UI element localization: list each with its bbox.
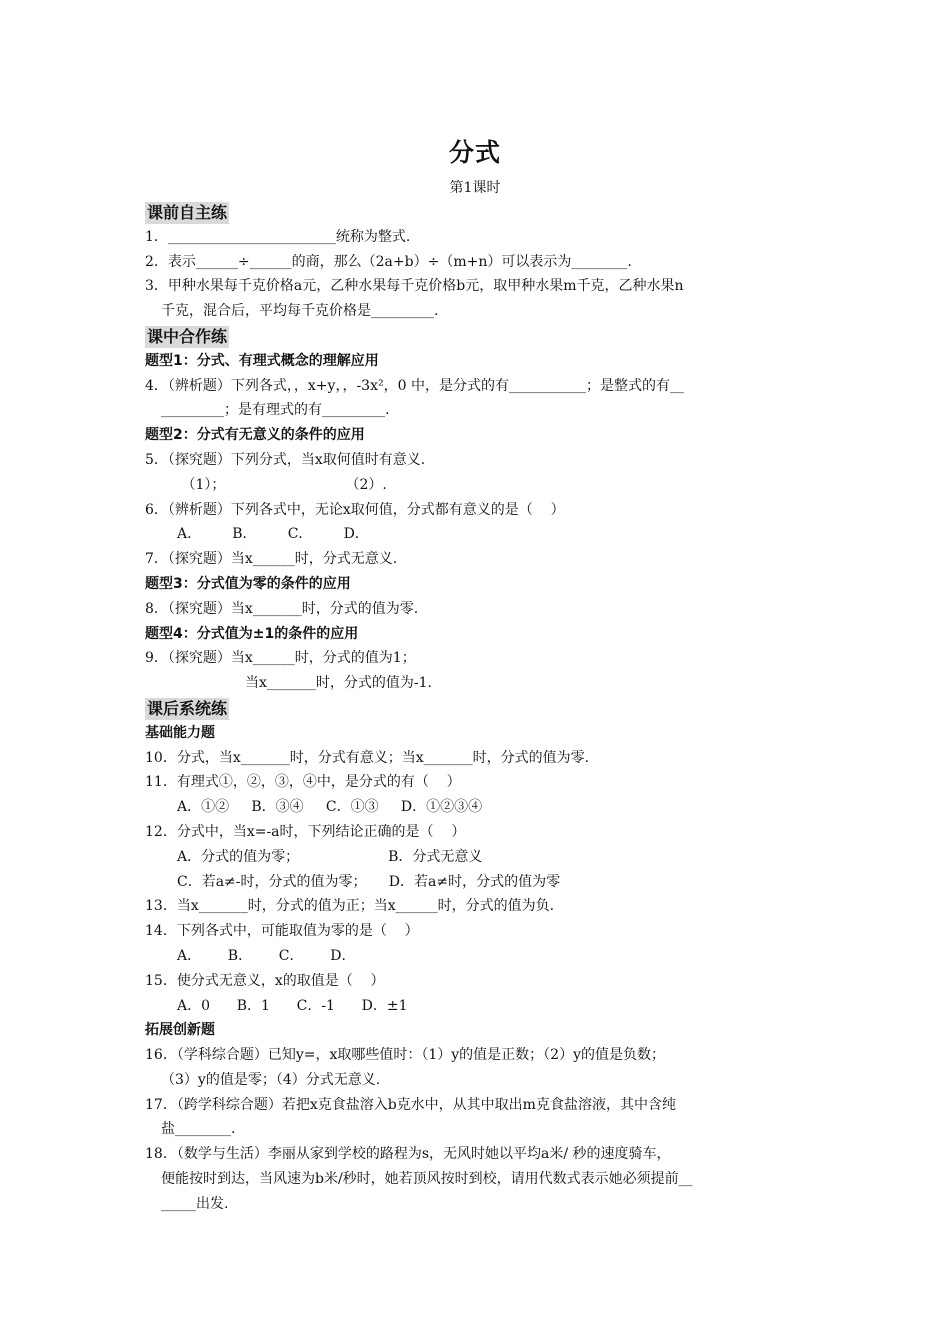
question-line: 13．当x_______时，分式的值为正；当x______时，分式的值为负. — [145, 898, 555, 915]
section-heading — [145, 324, 815, 349]
question-continuation: _________；是有理式的有_________. — [161, 402, 390, 419]
question-line: 11．有理式①，②，③，④中，是分式的有（ ） — [145, 774, 461, 791]
question-continuation: （3）y的值是零；（4）分式无意义. — [161, 1071, 381, 1088]
question-line: 3．甲种水果每千克价格a元，乙种水果每千克价格b元，取甲种水果m千克，乙种水果n — [145, 278, 684, 295]
question-type-heading: 题型3：分式值为零的条件的应用 — [145, 575, 351, 592]
question-continuation: 盐________. — [161, 1121, 236, 1138]
answer-options: A．分式的值为零； B．分式无意义 — [177, 848, 483, 865]
answer-options: A．0 B．1 C．-1 D．±1 — [177, 997, 408, 1014]
question-continuation: 便能按时到达，当风速为b米/秒时，她若顶风按时到校，请用代数式表示她必须提前__ — [161, 1171, 693, 1188]
question-line: 9．（探究题）当x______时，分式的值为1； — [145, 650, 416, 667]
answer-options: A． B． C． D． — [177, 526, 369, 543]
question-line: 16．（学科综合题）已知y=，x取哪些值时：（1）y的值是正数；（2）y的值是负数； — [145, 1047, 665, 1064]
section-heading — [145, 696, 815, 721]
document-title: 分式 — [448, 138, 501, 167]
question-line: 14．下列各式中，可能取值为零的是（ ） — [145, 923, 419, 940]
section-heading — [145, 200, 815, 225]
answer-options: A． B． C． D． — [177, 947, 356, 964]
question-continuation: _____出发. — [161, 1195, 229, 1212]
document-subtitle: 第1课时 — [449, 180, 501, 196]
question-line: 8．（探究题）当x_______时，分式的值为零. — [145, 600, 419, 617]
answer-options: A．①② B．③④ C．①③ D．①②③④ — [177, 799, 483, 816]
question-line: 1．________________________统称为整式. — [145, 228, 411, 245]
question-type-heading: 题型1：分式、有理式概念的理解应用 — [145, 352, 379, 369]
question-line: 6．（辨析题）下列各式中，无论x取何值，分式都有意义的是（ ） — [145, 501, 565, 518]
document-body — [145, 200, 815, 1217]
answer-options: （1）； （2）. — [177, 476, 387, 493]
question-line: 7．（探究题）当x______时，分式无意义. — [145, 551, 398, 568]
question-line: 10．分式，当x_______时，分式有意义；当x_______时，分式的值为零. — [145, 749, 590, 766]
question-line: 12．分式中，当x=-a时，下列结论正确的是（ ） — [145, 823, 466, 840]
question-type-heading: 基础能力题 — [145, 724, 215, 741]
question-type-heading: 题型4：分式值为±1的条件的应用 — [145, 625, 359, 642]
question-type-heading: 题型2：分式有无意义的条件的应用 — [145, 427, 365, 444]
question-subline: 当x_______时，分式的值为-1. — [245, 675, 432, 692]
question-line: 18．（数学与生活）李丽从家到学校的路程为s，无风时她以平均a米/ 秒的速度骑车， — [145, 1146, 671, 1163]
section-heading-label: 课中合作练 — [147, 326, 228, 346]
question-line: 17．（跨学科综合题）若把x克食盐溶入b克水中，从其中取出m克食盐溶液，其中含纯 — [145, 1096, 676, 1113]
section-heading-label: 课前自主练 — [147, 203, 228, 222]
question-line: 4．（辨析题）下列各式，，x+y，，-3x²，0 中，是分式的有___________；是整式的有__ — [145, 377, 684, 394]
question-continuation: 千克，混合后，平均每千克价格是_________. — [161, 303, 439, 320]
question-line: 15．使分式无意义，x的取值是（ ） — [145, 972, 385, 989]
answer-options: C．若a≠-时，分式的值为零； D．若a≠时，分式的值为零 — [177, 873, 561, 890]
question-line: 5．（探究题）下列分式，当x取何值时有意义. — [145, 451, 426, 468]
question-type-heading: 拓展创新题 — [145, 1022, 215, 1039]
question-line: 2．表示______÷______的商，那么（2a+b）÷（m+n）可以表示为________. — [145, 253, 632, 270]
section-heading-label: 课后系统练 — [147, 698, 228, 718]
